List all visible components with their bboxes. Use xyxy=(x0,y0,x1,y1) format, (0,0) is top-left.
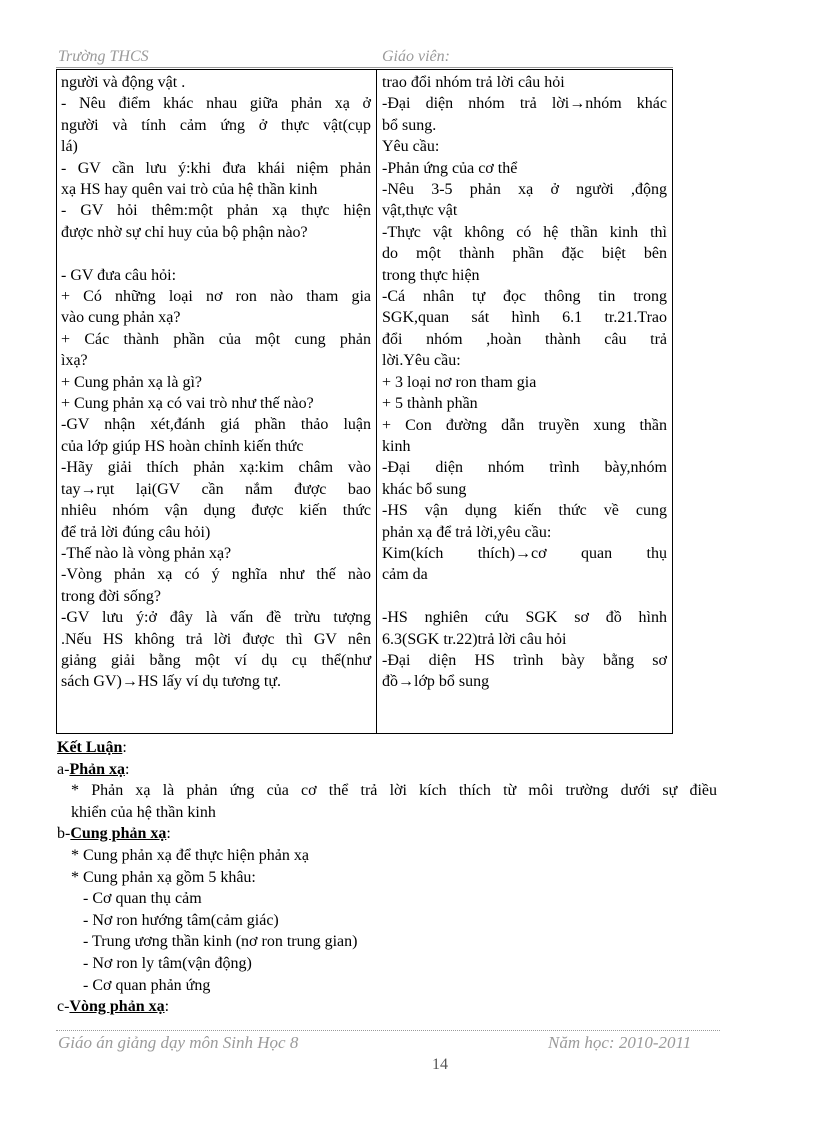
table-line: để trả lời đúng câu hỏi) xyxy=(61,523,211,541)
table-line: -Đại diện nhóm trình bày,nhóm xyxy=(382,459,667,477)
page-number: 14 xyxy=(432,1056,448,1073)
table-line: -Thực vật không có hệ thần kinh thì xyxy=(382,223,667,241)
table-line: ìxạ? xyxy=(61,352,88,370)
reflex-arc-item: - Nơ ron ly tâm(vận động) xyxy=(83,954,252,972)
conclusion-section xyxy=(57,737,717,1018)
table-line: -Thế nào là vòng phản xạ? xyxy=(61,544,232,562)
footer-subject: Giáo án giảng dạy môn Sinh Học 8 xyxy=(58,1033,299,1052)
table-line: -Đại diện nhóm trả lời→nhóm khác xyxy=(382,95,667,113)
table-line: giảng giải bằng một ví dụ cụ thể(như xyxy=(61,651,371,669)
table-line: cảm da xyxy=(382,566,428,584)
table-line: + 5 thành phần xyxy=(382,395,478,413)
footer-school-year: Năm học: 2010-2011 xyxy=(548,1033,692,1052)
table-line: .Nếu HS không trả lời được thì GV nên xyxy=(61,630,371,648)
table-line: Kim(kích thích)→cơ quan thụ xyxy=(382,544,667,562)
lesson-table xyxy=(56,69,673,734)
student-activity-column xyxy=(377,70,672,733)
table-line: sách GV)→HS lấy ví dụ tương tự. xyxy=(61,673,282,691)
table-line: -Nêu 3-5 phản xạ ở người ,động xyxy=(382,181,667,199)
table-line: -HS nghiên cứu SGK sơ đồ hình xyxy=(382,609,667,627)
table-line: + Cung phản xạ có vai trò như thế nào? xyxy=(61,395,314,413)
table-line: -Hãy giải thích phản xạ:kim châm vào xyxy=(61,459,371,477)
reflex-arc-item: - Cơ quan thụ cảm xyxy=(83,890,202,908)
reflex-definition-line: khiển của hệ thần kinh xyxy=(71,803,216,821)
reflex-arc-item: - Cơ quan phản ứng xyxy=(83,976,211,994)
table-line: -GV lưu ý:ở đây là vấn đề trừu tượng xyxy=(61,609,371,627)
table-line: + Các thành phần của một cung phản xyxy=(61,330,371,348)
reflex-arc-line: * Cung phản xạ gồm 5 khâu: xyxy=(71,868,256,886)
table-line: được nhờ sự chỉ huy của bộ phận nào? xyxy=(61,223,308,241)
reflex-definition-line: * Phản xạ là phản ứng của cơ thể trả lời kích thích từ môi trường dưới sự điều xyxy=(71,782,717,800)
table-line: trong thực hiện xyxy=(382,266,480,284)
section-c-heading: c-Vòng phản xạ: xyxy=(57,998,170,1016)
table-line: - Nêu điểm khác nhau giữa phản xạ ở xyxy=(61,95,371,113)
table-line: người và động vật . xyxy=(61,74,186,91)
section-b-heading: b-Cung phản xạ: xyxy=(57,825,171,843)
table-line: vào cung phản xạ? xyxy=(61,309,181,327)
table-line: xạ HS hay quên vai trò của hệ thần kinh xyxy=(61,181,318,199)
header-divider xyxy=(56,67,673,68)
table-line: -GV nhận xét,đánh giá phần thảo luận xyxy=(61,416,371,434)
table-line: + Có những loại nơ ron nào tham gia xyxy=(61,288,371,306)
table-line: đồ→lớp bổ sung xyxy=(382,673,490,691)
table-line: - GV hỏi thêm:một phản xạ thực hiện xyxy=(61,202,371,220)
table-line: + 3 loại nơ ron tham gia xyxy=(382,373,537,391)
table-line: -Vòng phản xạ có ý nghĩa như thế nào xyxy=(61,566,371,584)
table-line: trao đổi nhóm trả lời câu hỏi xyxy=(382,74,565,91)
table-line: -Đại diện HS trình bày bằng sơ xyxy=(382,651,667,669)
table-line: khác bổ sung xyxy=(382,480,467,498)
section-a-heading: a-Phản xạ: xyxy=(57,760,130,778)
reflex-arc-line: * Cung phản xạ để thực hiện phản xạ xyxy=(71,846,309,864)
table-line: 6.3(SGK tr.22)trả lời câu hỏi xyxy=(382,630,567,648)
table-line: do một thành phần đặc biệt bên xyxy=(382,245,667,263)
table-line: Yêu cầu: xyxy=(382,138,440,156)
table-line: -Cá nhân tự đọc thông tin trong xyxy=(382,288,667,306)
table-line: bổ sung. xyxy=(382,116,437,134)
table-line: - GV đưa câu hỏi: xyxy=(61,266,177,284)
reflex-arc-item: - Nơ ron hướng tâm(cảm giác) xyxy=(83,911,279,929)
table-line: lời.Yêu cầu: xyxy=(382,352,461,370)
table-line: - GV cần lưu ý:khi đưa khái niệm phản xyxy=(61,159,371,177)
table-line: + Con đường dẫn truyền xung thần xyxy=(382,416,667,434)
table-line: kinh xyxy=(382,437,411,455)
footer-divider xyxy=(56,1030,720,1031)
table-line: tay→rụt lại(GV cần nắm được bao xyxy=(61,480,371,498)
table-line: + Cung phản xạ là gì? xyxy=(61,373,202,391)
table-line: của lớp giúp HS hoàn chỉnh kiến thức xyxy=(61,437,304,455)
table-line: SGK,quan sát hình 6.1 tr.21.Trao xyxy=(382,309,667,327)
table-line: người và tính cảm ứng ở thực vật(cụp xyxy=(61,116,371,134)
blank-line xyxy=(61,243,371,264)
table-line: -Phản ứng của cơ thể xyxy=(382,159,518,177)
table-line: -HS vận dụng kiến thức về cung xyxy=(382,502,667,520)
table-line: phản xạ để trả lời,yêu cầu: xyxy=(382,523,552,541)
table-line: lá) xyxy=(61,138,78,156)
teacher-activity-column xyxy=(57,70,377,733)
blank-line xyxy=(382,586,667,607)
table-line: nhiêu nhóm vận dụng được kiến thức xyxy=(61,502,371,520)
reflex-arc-item: - Trung ương thần kinh (nơ ron trung gian) xyxy=(83,933,358,951)
conclusion-heading: Kết Luận: xyxy=(57,739,127,756)
header-school: Trường THCS xyxy=(58,48,149,65)
table-line: đổi nhóm ,hoàn thành câu trả xyxy=(382,330,667,348)
table-line: vật,thực vật xyxy=(382,202,458,220)
table-line: trong đời sống? xyxy=(61,587,162,605)
header-teacher: Giáo viên: xyxy=(382,48,450,65)
